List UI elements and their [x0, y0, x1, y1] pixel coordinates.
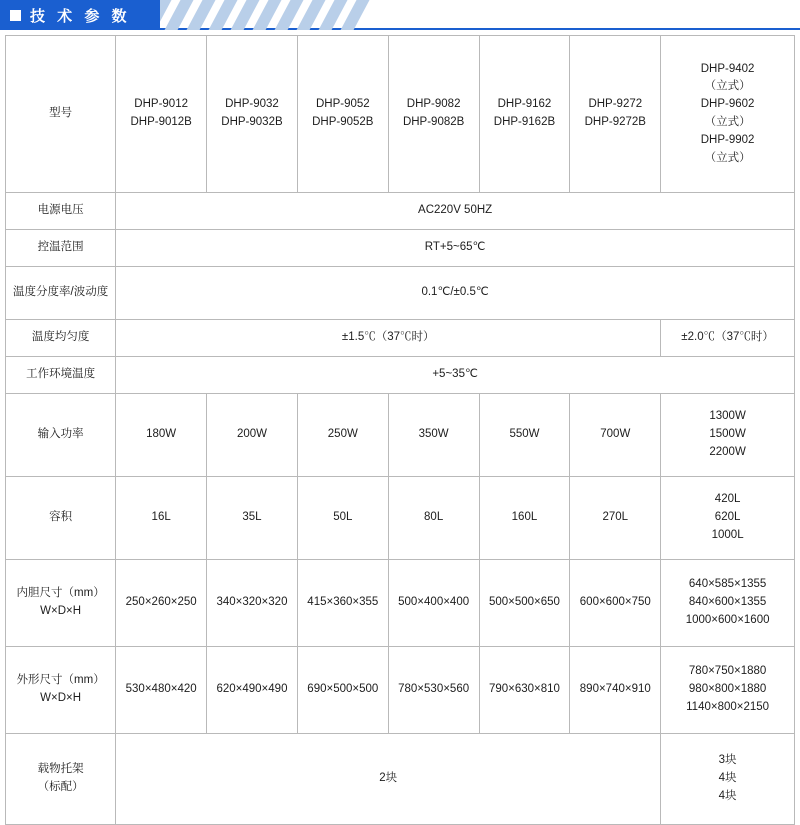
- row-label-line: （标配）: [37, 781, 84, 793]
- row-label: 温度均匀度: [6, 320, 116, 357]
- model-text: DHP-9402: [700, 62, 755, 75]
- row-value-right: ±2.0℃（37℃时）: [661, 320, 795, 357]
- row-label: 控温范围: [6, 230, 116, 267]
- model-cell-7: [661, 36, 795, 193]
- volume-cell-2: 35L: [207, 477, 298, 560]
- volume-cell-5: 160L: [479, 477, 570, 560]
- outer-dim-cell-1: 530×480×420: [116, 647, 207, 734]
- volume-text: 1000L: [711, 528, 744, 541]
- volume-text: 620L: [714, 511, 741, 524]
- row-label: 工作环境温度: [6, 357, 116, 394]
- model-text: DHP-9272B: [584, 116, 646, 128]
- model-text: DHP-9032: [225, 98, 279, 111]
- model-text: DHP-9052B: [312, 116, 374, 128]
- model-text: DHP-9082: [406, 98, 461, 111]
- volume-cell-4: 80L: [388, 477, 479, 560]
- model-cell-6: [570, 36, 661, 193]
- model-text: DHP-9032B: [221, 116, 283, 128]
- model-text: DHP-9012: [134, 98, 188, 111]
- outer-dim-text: 780×750×1880: [688, 665, 767, 678]
- outer-dim-cell-5: 790×630×810: [479, 647, 570, 734]
- volume-cell-1: 16L: [116, 477, 207, 560]
- power-cell-4: 350W: [388, 394, 479, 477]
- specifications-table: [5, 35, 795, 825]
- power-cell-2: 200W: [207, 394, 298, 477]
- table-row: [6, 734, 795, 825]
- table-row: [6, 36, 795, 193]
- inner-dim-cell-4: 500×400×400: [388, 560, 479, 647]
- tray-value-left: 2块: [116, 734, 661, 825]
- inner-dim-text: 840×600×1355: [688, 596, 767, 609]
- outer-dim-text: 980×800×1880: [688, 683, 767, 696]
- table-row: [6, 230, 795, 267]
- model-cell-2: [207, 36, 298, 193]
- power-cell-5: 550W: [479, 394, 570, 477]
- model-text: （立式）: [704, 151, 751, 164]
- outer-dim-text: 1140×800×2150: [686, 700, 770, 713]
- table-row: [6, 560, 795, 647]
- row-label: [6, 560, 116, 647]
- row-label-line: 外形尺寸（mm）: [16, 674, 105, 687]
- model-cell-5: [479, 36, 570, 193]
- row-value: RT+5~65℃: [116, 230, 795, 267]
- table-row: [6, 267, 795, 320]
- inner-dim-cell-6: 600×600×750: [570, 560, 661, 647]
- inner-dim-cell-3: 415×360×355: [297, 560, 388, 647]
- model-text: （立式）: [704, 80, 751, 93]
- model-text: DHP-9902: [700, 133, 755, 146]
- power-cell-7: [661, 394, 795, 477]
- inner-dim-cell-1: 250×260×250: [116, 560, 207, 647]
- model-text: DHP-9602: [700, 98, 755, 111]
- model-cell-3: [297, 36, 388, 193]
- row-label: 温度分度率/波动度: [6, 267, 116, 320]
- model-text: DHP-9082B: [402, 116, 465, 128]
- table-row: [6, 320, 795, 357]
- tray-value-right: [661, 734, 795, 825]
- outer-dim-cell-6: 890×740×910: [570, 647, 661, 734]
- row-label-line: W×D×H: [40, 692, 82, 704]
- table-row: [6, 193, 795, 230]
- power-text: 2200W: [709, 445, 746, 458]
- tray-text: 4块: [718, 772, 737, 785]
- row-label-line: 载物托架: [37, 763, 84, 776]
- inner-dim-cell-2: 340×320×320: [207, 560, 298, 647]
- volume-cell-3: 50L: [297, 477, 388, 560]
- row-label-line: W×D×H: [40, 605, 82, 617]
- row-label: [6, 647, 116, 734]
- row-label-line: 内胆尺寸（mm）: [16, 587, 105, 600]
- inner-dim-text: 1000×600×1600: [685, 613, 770, 626]
- table-row: [6, 357, 795, 394]
- header-title-block: [0, 0, 160, 30]
- row-value-left: ±1.5℃（37℃时）: [116, 320, 661, 357]
- volume-cell-6: 270L: [570, 477, 661, 560]
- model-text: DHP-9012B: [130, 116, 192, 128]
- table-row: [6, 647, 795, 734]
- power-cell-6: 700W: [570, 394, 661, 477]
- model-text: （立式）: [704, 116, 751, 128]
- model-text: DHP-9272: [588, 98, 643, 111]
- model-text: DHP-9162B: [493, 116, 556, 128]
- power-cell-1: 180W: [116, 394, 207, 477]
- power-text: 1300W: [709, 410, 746, 423]
- power-text: 1500W: [709, 428, 746, 441]
- outer-dim-cell-2: 620×490×490: [207, 647, 298, 734]
- outer-dim-cell-4: 780×530×560: [388, 647, 479, 734]
- outer-dim-cell-3: 690×500×500: [297, 647, 388, 734]
- row-value: 0.1℃/±0.5℃: [116, 267, 795, 320]
- outer-dim-cell-7: [661, 647, 795, 734]
- section-header-banner: [0, 0, 800, 30]
- model-cell-1: [116, 36, 207, 193]
- inner-dim-cell-5: 500×500×650: [479, 560, 570, 647]
- table-row: [6, 477, 795, 560]
- page-title: 技 术 参 数: [30, 7, 131, 25]
- model-text: DHP-9162: [497, 98, 552, 111]
- row-label: 电源电压: [6, 193, 116, 230]
- row-value: AC220V 50HZ: [116, 193, 795, 230]
- row-label: 输入功率: [6, 394, 116, 477]
- row-label: [6, 734, 116, 825]
- inner-dim-cell-7: [661, 560, 795, 647]
- tray-text: 3块: [718, 754, 737, 767]
- decorative-stripes: [150, 0, 410, 30]
- power-cell-3: 250W: [297, 394, 388, 477]
- inner-dim-text: 640×585×1355: [688, 578, 767, 591]
- volume-cell-7: [661, 477, 795, 560]
- model-text: DHP-9052: [315, 98, 370, 111]
- model-cell-4: [388, 36, 479, 193]
- row-label: 型号: [6, 36, 116, 193]
- table-row: [6, 394, 795, 477]
- row-label: 容积: [6, 477, 116, 560]
- row-value: +5~35℃: [116, 357, 795, 394]
- volume-text: 420L: [714, 493, 741, 506]
- tray-text: 4块: [718, 789, 737, 802]
- square-bullet-icon: [10, 10, 21, 21]
